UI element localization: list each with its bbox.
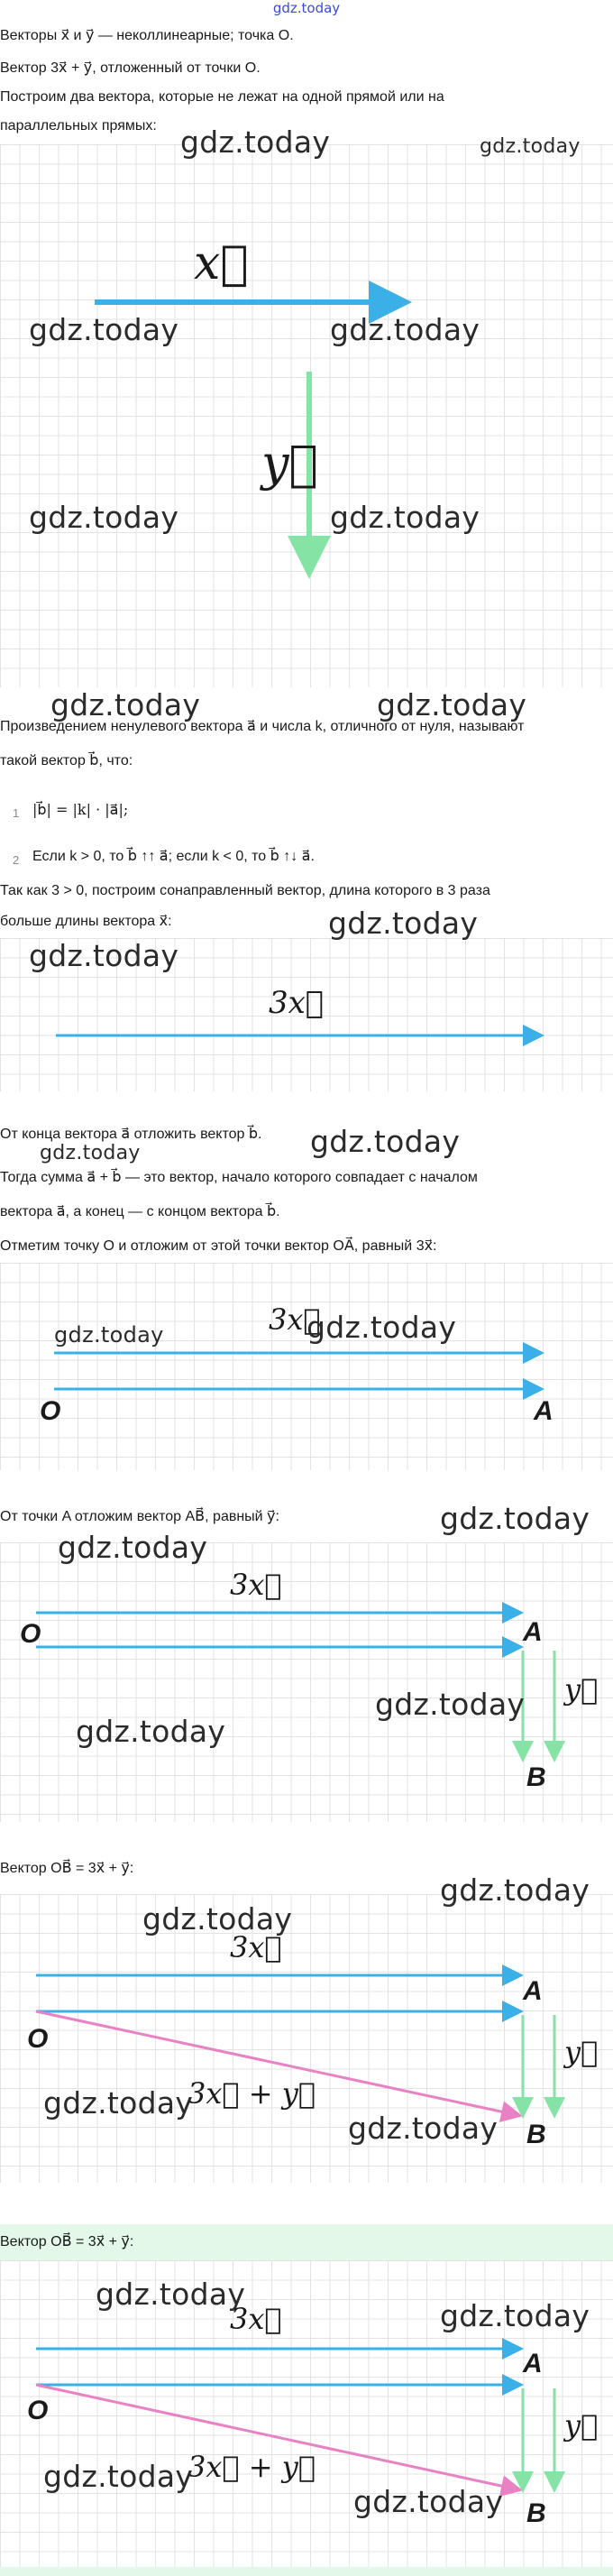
- step1-line-1: Так как 3 > 0, построим сонаправленный вектор, длина которого в 3 раза: [0, 883, 490, 898]
- fig6-point-b: B: [526, 2498, 546, 2528]
- fig4-point-b: B: [526, 1762, 546, 1792]
- fig5-3x-label: 3x⃗: [230, 1930, 282, 1964]
- fig5-point-a: A: [523, 1976, 543, 2006]
- vector-y-label: y⃗: [261, 435, 318, 492]
- watermark: gdz.today: [440, 2298, 590, 2333]
- list-number-2: 2: [13, 853, 20, 867]
- watermark: gdz.today: [96, 2277, 246, 2312]
- watermark: gdz.today: [480, 135, 581, 158]
- fig3-point-a: A: [534, 1396, 554, 1426]
- watermark: gdz.today: [328, 906, 479, 941]
- watermark: gdz.today: [40, 1142, 141, 1164]
- fig3-point-o: O: [40, 1396, 61, 1426]
- watermark: gdz.today: [375, 1687, 526, 1722]
- fig3-3x-label: 3x⃗: [269, 1302, 321, 1337]
- fig5-sum-label: 3x⃗ + y⃗: [188, 2076, 316, 2111]
- step3-line-1: От точки A отложим вектор AB⃗, равный y⃗:: [0, 1509, 279, 1524]
- fig6-3x-label: 3x⃗: [230, 2302, 282, 2336]
- watermark: gdz.today: [29, 938, 179, 973]
- step2-line-2: Тогда сумма a⃗ + b⃗ — это вектор, начало которого совпадает с началом: [0, 1170, 478, 1185]
- watermark: gdz.today: [29, 500, 179, 535]
- watermark: gdz.today: [353, 2484, 504, 2519]
- watermark: gdz.today: [58, 1530, 208, 1565]
- fig4-point-o: O: [20, 1619, 41, 1649]
- definition-line-2: такой вектор b⃗, что:: [0, 753, 133, 768]
- step2-line-1: От конца вектора a⃗ отложить вектор b⃗.: [0, 1127, 262, 1142]
- answer-line-1: Вектор OB⃗ = 3x⃗ + y⃗:: [0, 2234, 134, 2249]
- watermark: gdz.today: [54, 1322, 164, 1348]
- vector-x-label: x⃗: [194, 236, 249, 290]
- definition-line-1: Произведением ненулевого вектора a⃗ и числа k, отличного от нуля, называют: [0, 719, 525, 734]
- list-number-1: 1: [13, 806, 20, 820]
- watermark: gdz.today: [50, 687, 201, 722]
- watermark: gdz.today: [306, 1310, 457, 1345]
- fig5-point-b: B: [526, 2120, 546, 2149]
- step1-line-2: больше длины вектора x⃗:: [0, 914, 172, 929]
- watermark: gdz.today: [440, 1501, 590, 1536]
- watermark: gdz.today: [180, 124, 331, 160]
- fig6-point-a: A: [523, 2349, 543, 2378]
- intro-line-2: Вектор 3x⃗ + y⃗, отложенный от точки O.: [0, 60, 261, 76]
- watermark: gdz.today: [330, 500, 480, 535]
- watermark: gdz.today: [29, 312, 179, 347]
- fig6-y-label: y⃗: [564, 2408, 599, 2443]
- intro-line-1: Векторы x⃗ и y⃗ — неколлинеарные; точка O.: [0, 28, 294, 43]
- watermark: gdz.today: [142, 1901, 293, 1937]
- fig6-sum-label: 3x⃗ + y⃗: [188, 2450, 316, 2484]
- fig4-y-label: y⃗: [564, 1672, 599, 1707]
- watermark: gdz.today: [440, 1872, 590, 1908]
- step4-line-1: Вектор OB⃗ = 3x⃗ + y⃗:: [0, 1861, 134, 1876]
- intro-line-4: параллельных прямых:: [0, 118, 157, 133]
- watermark: gdz.today: [330, 312, 480, 347]
- site-logo[interactable]: gdz.today: [272, 0, 341, 16]
- fig4-3x-label: 3x⃗: [230, 1568, 282, 1602]
- definition-item-1: |b⃗| = |k| · |a⃗|;: [32, 801, 129, 818]
- watermark: gdz.today: [43, 2085, 194, 2121]
- watermark: gdz.today: [310, 1124, 461, 1159]
- watermark: gdz.today: [348, 2111, 499, 2146]
- fig4-point-a: A: [523, 1617, 543, 1647]
- fig5-y-label: y⃗: [564, 2035, 599, 2069]
- fig6-point-o: O: [27, 2396, 49, 2425]
- step2-line-4: Отметим точку O и отложим от этой точки вектор OA⃗, равный 3x⃗:: [0, 1238, 437, 1254]
- intro-line-3: Построим два вектора, которые не лежат на одной прямой или на: [0, 89, 444, 105]
- fig5-point-o: O: [27, 2024, 49, 2054]
- watermark: gdz.today: [377, 687, 527, 722]
- step2-line-3: вектора a⃗, а конец — с концом вектора b⃗.: [0, 1204, 280, 1219]
- vector-3x-label: 3x⃗: [269, 985, 325, 1021]
- watermark: gdz.today: [76, 1714, 226, 1749]
- definition-item-2: Если k > 0, то b⃗ ↑↑ a⃗; если k < 0, то b⃗ ↑↓ a⃗.: [32, 849, 315, 864]
- watermark: gdz.today: [43, 2459, 194, 2494]
